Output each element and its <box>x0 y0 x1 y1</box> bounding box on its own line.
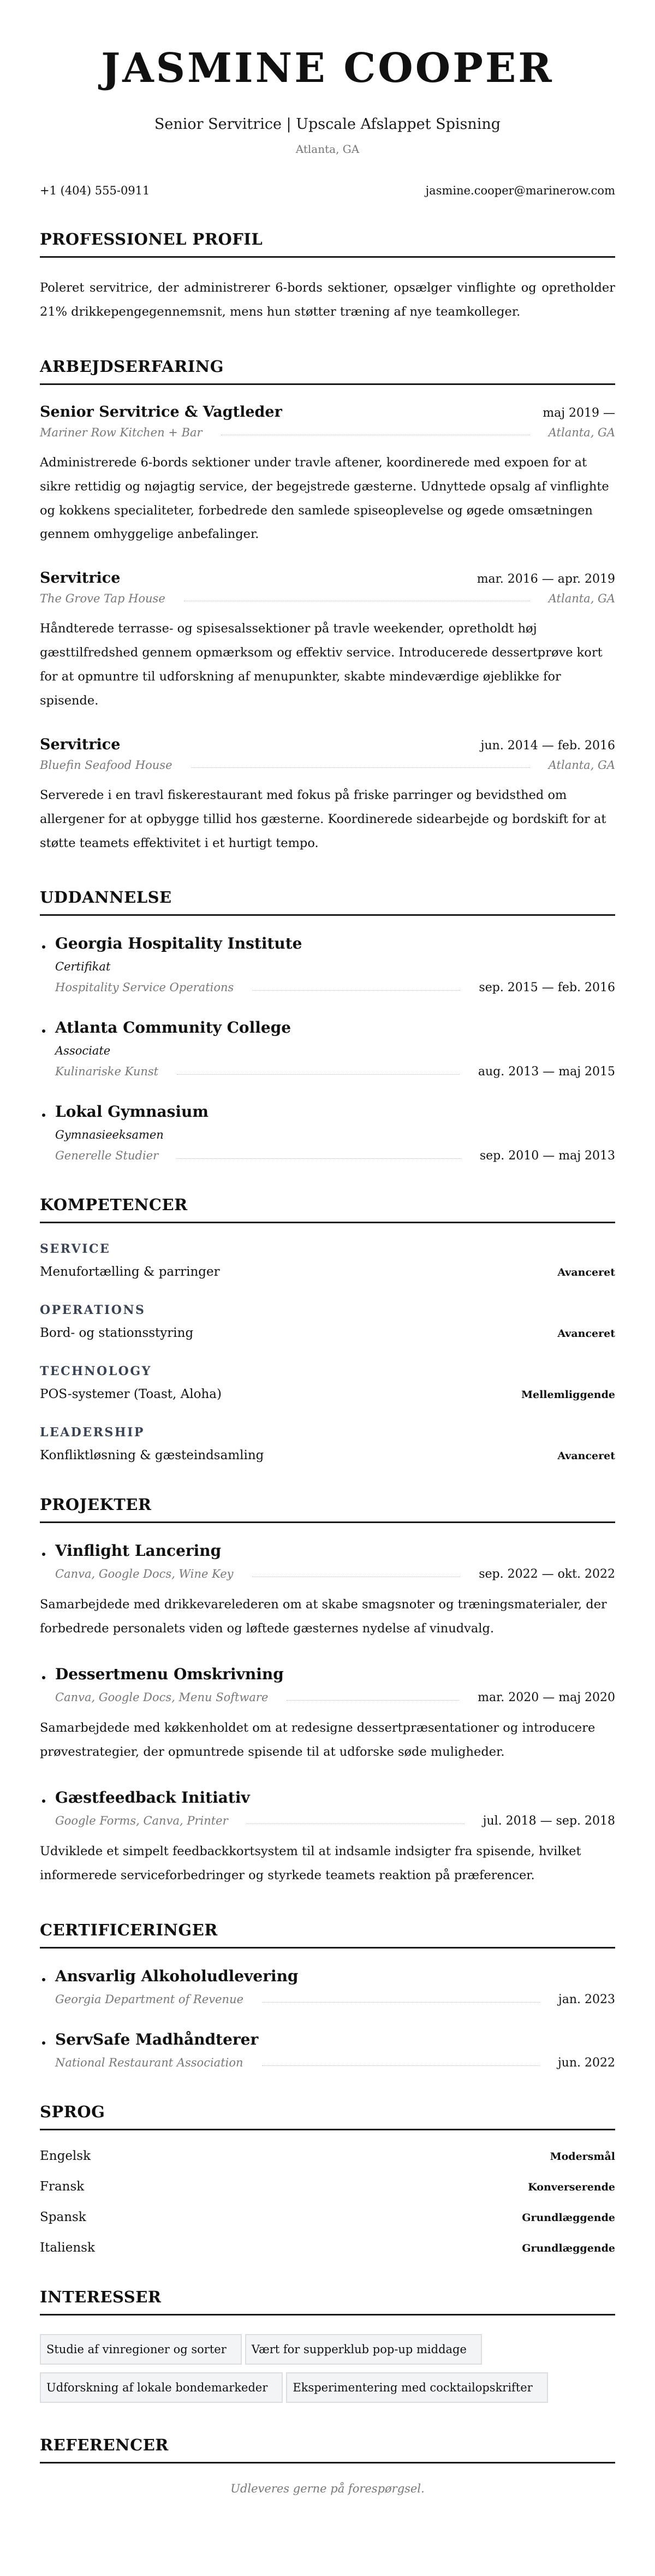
project-tools: Canva, Google Docs, Menu Software <box>55 1691 269 1704</box>
job-company: The Grove Tap House <box>40 592 165 606</box>
section-title-certifications: CERTIFICERINGER <box>40 1921 615 1949</box>
project-description: Samarbejdede med køkkenholdet om at redesigne dessertpræsentationer og introducere prøvestrategier, der opmuntrede spisende til at udforske søde muligheder. <box>40 1721 596 1759</box>
interest-chip: Eksperimentering med cocktailopskrifter <box>286 2372 547 2403</box>
skill-group <box>40 1364 615 1401</box>
project-description: Udviklede et simpelt feedbackkortsystem til at indsamle indsigter fra spisende, hvilket informerede serviceforbedringer og styrkede teamets reaktion på præferencer. <box>40 1844 581 1882</box>
dotted-leader <box>262 2002 540 2003</box>
section-title-interests: INTERESSER <box>40 2288 615 2316</box>
skill-name: Menufortælling & parringer <box>40 1265 220 1280</box>
job-company: Mariner Row Kitchen + Bar <box>40 425 203 439</box>
section-title-languages: SPROG <box>40 2103 615 2130</box>
education-entry <box>40 1018 615 1079</box>
resume-header <box>40 45 615 197</box>
skill-level: Mellemliggende <box>521 1389 615 1401</box>
skill-category: OPERATIONS <box>40 1303 146 1318</box>
skill-level: Avanceret <box>557 1266 615 1279</box>
job-location: Atlanta, GA <box>548 758 615 772</box>
field-of-study: Generelle Studier <box>55 1149 159 1163</box>
education-dates: sep. 2015 — feb. 2016 <box>479 981 615 995</box>
language-name: Spansk <box>40 2210 86 2224</box>
skill-name: Bord- og stationsstyring <box>40 1326 194 1341</box>
certification-issuer: Georgia Department of Revenue <box>55 1992 244 2006</box>
job-title: Servitrice <box>40 736 121 753</box>
school-name: Atlanta Community College <box>55 1018 291 1037</box>
certification-date: jan. 2023 <box>558 1992 615 2006</box>
project-dates: sep. 2022 — okt. 2022 <box>479 1567 615 1582</box>
project-dates: jul. 2018 — sep. 2018 <box>483 1814 615 1828</box>
job-dates: jun. 2014 — feb. 2016 <box>480 738 615 753</box>
dotted-leader <box>191 767 530 768</box>
section-title-skills: KOMPETENCER <box>40 1195 615 1223</box>
education-entry <box>40 934 615 994</box>
interest-chip: Studie af vinregioner og sorter <box>40 2334 242 2365</box>
skill-group <box>40 1425 615 1462</box>
language-row <box>40 2180 615 2194</box>
language-row <box>40 2149 615 2163</box>
job-description: Administrerede 6-bords sektioner under travle aftener, koordinerede med expoen for at sikre rettidig og nøjagtig service, der begejstrede gæsterne. Udnyttede opsalg af vinflighte og kokkens specialiteter, forbedrede den samlede spiseoplevelse og øgede omsætningen gennem omhyggelige anbefalinger. <box>40 455 609 542</box>
language-level: Grundlæggende <box>522 2242 615 2254</box>
section-title-references: REFERENCER <box>40 2436 615 2464</box>
field-of-study: Hospitality Service Operations <box>55 981 234 994</box>
education-dates: aug. 2013 — maj 2015 <box>478 1065 615 1079</box>
language-row <box>40 2241 615 2255</box>
references-section <box>40 2436 615 2495</box>
skills-section <box>40 1195 615 1462</box>
language-level: Modersmål <box>550 2150 615 2163</box>
project-name: Dessertmenu Omskrivning <box>55 1665 284 1684</box>
certification-name: Ansvarlig Alkoholudlevering <box>55 1967 299 1985</box>
language-level: Konverserende <box>528 2181 615 2193</box>
job-dates: mar. 2016 — apr. 2019 <box>477 572 615 587</box>
language-row <box>40 2210 615 2224</box>
job-dates: maj 2019 — <box>543 406 615 420</box>
job-description: Håndterede terrasse- og spisesalssektioner på travle weekender, opretholdt høj gæsttilfredshed gennem opmærksom og effektiv service. Introducerede dessertprøve kort for at opmuntre til udforskning af menupunkter, skabte mindeværdige øjeblikke for spisende. <box>40 621 603 708</box>
profile-text: Poleret servitrice, der administrerer 6-bords sektioner, opsælger vinflighte og opretholder 21% drikkepengegennemsnit, mens hun støtter træning af nye teamkolleger. <box>40 281 615 319</box>
job-company: Bluefin Seafood House <box>40 758 172 772</box>
job-location: Atlanta, GA <box>548 592 615 606</box>
dotted-leader <box>252 990 460 991</box>
job-location: Atlanta, GA <box>548 425 615 439</box>
section-title-profile: PROFESSIONEL PROFIL <box>40 230 615 258</box>
degree: Certifikat <box>55 960 111 974</box>
skill-level: Avanceret <box>557 1450 615 1462</box>
degree: Gymnasieeksamen <box>55 1128 164 1142</box>
profile-section <box>40 230 615 324</box>
languages-section <box>40 2103 615 2255</box>
skill-name: POS-systemer (Toast, Aloha) <box>40 1387 222 1402</box>
section-title-experience: ARBEJDSERFARING <box>40 357 615 385</box>
project-name: Vinflight Lancering <box>55 1542 222 1560</box>
phone-number[interactable]: +1 (404) 555-0911 <box>40 184 150 197</box>
certification-name: ServSafe Madhåndterer <box>55 2030 259 2048</box>
project-entry <box>40 1665 615 1764</box>
dotted-leader <box>287 1700 459 1701</box>
certification-issuer: National Restaurant Association <box>55 2056 243 2069</box>
interest-chip: Vært for supperklub pop-up middage <box>245 2334 482 2365</box>
dotted-leader <box>177 1074 460 1075</box>
references-note: Udleveres gerne på forespørgsel. <box>230 2482 425 2495</box>
project-tools: Google Forms, Canva, Printer <box>55 1814 228 1827</box>
candidate-headline: Senior Servitrice | Upscale Afslappet Spisning <box>154 116 501 133</box>
language-name: Engelsk <box>40 2148 91 2163</box>
certification-date: jun. 2022 <box>557 2056 615 2070</box>
dotted-leader <box>247 1823 465 1824</box>
project-entry <box>40 1542 615 1641</box>
skill-category: SERVICE <box>40 1242 111 1257</box>
skill-level: Avanceret <box>557 1328 615 1340</box>
candidate-name: JASMINE COOPER <box>101 45 554 92</box>
section-title-projects: PROJEKTER <box>40 1495 615 1523</box>
email-link[interactable]: jasmine.cooper@marinerow.com <box>425 184 615 197</box>
certifications-section <box>40 1921 615 2070</box>
project-dates: mar. 2020 — maj 2020 <box>478 1691 615 1705</box>
skill-group <box>40 1303 615 1340</box>
projects-section <box>40 1495 615 1887</box>
skill-category: LEADERSHIP <box>40 1425 145 1440</box>
project-description: Samarbejdede med drikkevarelederen om at skabe smagsnoter og træningsmaterialer, der forbedrede personalets viden og løftede gæsternes nydelse af vinudvalg. <box>40 1597 607 1636</box>
education-section <box>40 888 615 1163</box>
skill-name: Konfliktløsning & gæsteindsamling <box>40 1448 264 1463</box>
job-entry <box>40 404 615 547</box>
interest-chips <box>40 2334 615 2403</box>
school-name: Lokal Gymnasium <box>55 1103 209 1121</box>
section-title-education: UDDANNELSE <box>40 888 615 916</box>
certification-entry <box>40 1967 615 2006</box>
language-level: Grundlæggende <box>522 2211 615 2224</box>
job-entry <box>40 570 615 713</box>
field-of-study: Kulinariske Kunst <box>55 1065 159 1079</box>
project-tools: Canva, Google Docs, Wine Key <box>55 1567 234 1581</box>
education-entry <box>40 1103 615 1163</box>
project-entry <box>40 1789 615 1888</box>
dotted-leader <box>262 2065 539 2066</box>
dotted-leader <box>177 1158 461 1159</box>
project-name: Gæstfeedback Initiativ <box>55 1788 250 1807</box>
language-name: Fransk <box>40 2179 85 2194</box>
job-title: Senior Servitrice & Vagtleder <box>40 403 282 421</box>
candidate-location: Atlanta, GA <box>295 143 360 156</box>
job-title: Servitrice <box>40 570 121 587</box>
interests-section <box>40 2288 615 2403</box>
certification-entry <box>40 2030 615 2070</box>
job-description: Serverede i en travl fiskerestaurant med fokus på friske parringer og bevidsthed om allergener for at opbygge tillid hos gæsterne. Koordinerede sidearbejde og bordskift for at støtte teamets effektivitet i et hurtigt tempo. <box>40 787 606 850</box>
education-dates: sep. 2010 — maj 2013 <box>479 1149 615 1163</box>
language-name: Italiensk <box>40 2240 95 2255</box>
skill-category: TECHNOLOGY <box>40 1364 152 1379</box>
experience-section <box>40 357 615 856</box>
contact-row <box>40 184 615 197</box>
school-name: Georgia Hospitality Institute <box>55 934 302 953</box>
skill-group <box>40 1242 615 1279</box>
job-entry <box>40 736 615 856</box>
degree: Associate <box>55 1044 111 1058</box>
interest-chip: Udforskning af lokale bondemarkeder <box>40 2372 283 2403</box>
